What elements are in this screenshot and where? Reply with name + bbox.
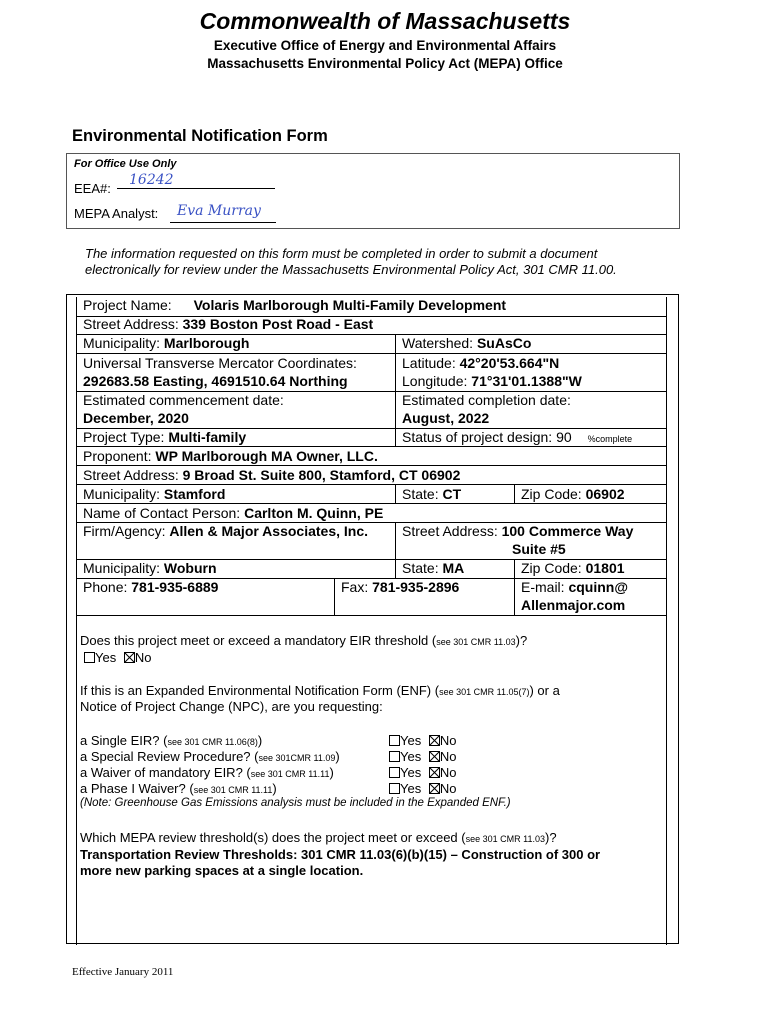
proponent-zip-cell — [521, 486, 625, 502]
contact-zip-cell — [521, 560, 625, 576]
project-type-value[interactable]: Multi-family — [168, 429, 247, 445]
item-text: a Phase I Waiver? ( — [80, 781, 194, 796]
eir-q-close: )? — [515, 633, 528, 648]
firm-value[interactable]: Allen & Major Associates, Inc. — [169, 523, 369, 539]
yes-label: Yes — [400, 765, 422, 780]
single-eir-options — [389, 733, 456, 748]
longitude-cell — [402, 373, 582, 389]
municipality-label: Municipality: — [83, 335, 161, 351]
latitude-cell — [402, 355, 559, 371]
phase-waiver-options — [389, 781, 456, 796]
yes-label: Yes — [400, 781, 422, 796]
email-label: E-mail: — [521, 579, 565, 595]
inner-border-right — [666, 297, 667, 945]
project-name-value[interactable]: Volaris Marlborough Multi-Family Development — [193, 297, 507, 313]
proponent-zip-value[interactable]: 06902 — [585, 486, 625, 502]
project-type-label: Project Type: — [83, 429, 165, 445]
table-border-bottom — [66, 943, 678, 944]
proponent-state-cell — [402, 486, 461, 502]
col-line — [395, 522, 396, 578]
table-border-top — [66, 294, 678, 295]
proponent-street-value[interactable]: 9 Broad St. Suite 800, Stamford, CT 06902 — [182, 467, 461, 483]
status-value[interactable]: 90 — [556, 429, 572, 445]
proponent-street-row — [83, 467, 460, 483]
yes-label: Yes — [400, 749, 422, 764]
threshold-q-ref: see 301 CMR 11.03 — [465, 834, 545, 844]
phone-value[interactable]: 781-935-6889 — [131, 579, 219, 595]
item-ref: see 301 CMR 11.11 — [193, 785, 273, 795]
phase-waiver-no-checkbox[interactable] — [429, 783, 440, 794]
row-line — [76, 615, 666, 616]
single-eir-no-checkbox[interactable] — [429, 735, 440, 746]
row-line — [76, 503, 666, 504]
proponent-zip-label: Zip Code: — [521, 486, 582, 502]
item-text: a Waiver of mandatory EIR? ( — [80, 765, 251, 780]
watershed-label: Watershed: — [402, 335, 474, 351]
phase-waiver-yes-checkbox[interactable] — [389, 783, 400, 794]
request-item-phase-waiver — [80, 781, 277, 796]
proponent-row — [83, 448, 378, 464]
agency-name: Executive Office of Energy and Environmental Affairs — [213, 38, 557, 53]
contact-municipality-label: Municipality: — [83, 560, 161, 576]
email-value[interactable]: cquinn@ — [568, 579, 628, 595]
request-item-single-eir — [80, 733, 262, 748]
contact-municipality-value[interactable]: Woburn — [163, 560, 217, 576]
longitude-value[interactable]: 71°31'01.1388"W — [471, 373, 582, 389]
analyst-underline — [170, 221, 276, 223]
status-label: Status of project design: — [402, 429, 553, 445]
proponent-state-label: State: — [402, 486, 439, 502]
contact-name-row — [83, 505, 383, 521]
utm-label: Universal Transverse Mercator Coordinates: — [83, 355, 357, 371]
latitude-label: Latitude: — [402, 355, 456, 371]
eir-no-checkbox[interactable] — [124, 652, 135, 663]
no-label: No — [439, 733, 457, 748]
col-line — [514, 559, 515, 615]
contact-street-label: Street Address: — [402, 523, 498, 539]
threshold-q-close: )? — [544, 830, 557, 845]
special-review-no-checkbox[interactable] — [429, 751, 440, 762]
proponent-value[interactable]: WP Marlborough MA Owner, LLC. — [155, 448, 378, 464]
municipality-value[interactable]: Marlborough — [163, 335, 250, 351]
row-line — [76, 484, 666, 485]
page-title: Commonwealth of Massachusetts — [199, 8, 571, 34]
item-close: ) — [329, 765, 334, 780]
item-close: ) — [257, 733, 263, 748]
eir-q-ref: see 301 CMR 11.03 — [436, 637, 516, 647]
item-close: ) — [272, 781, 277, 796]
special-review-yes-checkbox[interactable] — [389, 751, 400, 762]
row-line — [76, 353, 666, 354]
project-name-row — [83, 297, 506, 313]
watershed-cell — [402, 335, 531, 351]
threshold-q-text: Which MEPA review threshold(s) does the project meet or exceed ( — [80, 830, 466, 845]
completion-label: Estimated completion date: — [402, 392, 571, 408]
no-label: No — [134, 650, 152, 665]
intro-line-2: electronically for review under the Massachusetts Environmental Policy Act, 301 CMR 11.00. — [85, 262, 617, 277]
col-line — [395, 334, 396, 447]
eea-label: EEA#: — [74, 181, 111, 196]
yes-label: Yes — [95, 650, 117, 665]
yes-label: Yes — [400, 733, 422, 748]
firm-label: Firm/Agency: — [83, 523, 166, 539]
enf-question-line-2: Notice of Project Change (NPC), are you requesting: — [80, 699, 383, 714]
enf-q-ref: see 301 CMR 11.05(7) — [439, 687, 530, 697]
proponent-label: Proponent: — [83, 448, 152, 464]
phone-label: Phone: — [83, 579, 128, 595]
contact-state-value[interactable]: MA — [442, 560, 465, 576]
street-value[interactable]: 339 Boston Post Road - East — [182, 316, 374, 332]
analyst-label: MEPA Analyst: — [74, 206, 159, 221]
special-review-options — [389, 749, 456, 764]
no-label: No — [439, 781, 457, 796]
contact-zip-label: Zip Code: — [521, 560, 582, 576]
intro-line-1: The information requested on this form must be completed in order to submit a document — [85, 246, 598, 261]
inner-border-left — [76, 297, 77, 945]
eea-number-field[interactable]: 16242 — [129, 172, 174, 188]
office-use-heading: For Office Use Only — [74, 158, 177, 170]
email-cell — [521, 579, 628, 595]
table-border-left — [66, 294, 67, 944]
waiver-eir-yes-checkbox[interactable] — [389, 767, 400, 778]
proponent-municipality-cell — [83, 486, 225, 502]
office-use-box — [66, 153, 680, 229]
col-line — [334, 578, 335, 615]
row-line — [76, 446, 666, 447]
latitude-value[interactable]: 42°20'53.664"N — [459, 355, 560, 371]
phone-cell — [83, 579, 218, 595]
proponent-municipality-value[interactable]: Stamford — [163, 486, 226, 502]
threshold-answer-line-2[interactable]: more new parking spaces at a single location. — [80, 863, 364, 878]
firm-cell — [83, 523, 368, 539]
proponent-street-label: Street Address: — [83, 467, 179, 483]
analyst-field[interactable]: Eva Murray — [177, 203, 261, 219]
contact-name-value[interactable]: Carlton M. Quinn, PE — [244, 505, 384, 521]
office-name: Massachusetts Environmental Policy Act (MEPA) Office — [207, 56, 563, 71]
completion-value[interactable]: August, 2022 — [402, 410, 490, 426]
footer-effective-date: Effective January 2011 — [72, 966, 174, 978]
eir-q-text: Does this project meet or exceed a mandatory EIR threshold ( — [80, 633, 437, 648]
no-label: No — [439, 749, 457, 764]
proponent-municipality-label: Municipality: — [83, 486, 161, 502]
request-item-waiver-eir — [80, 765, 334, 780]
request-item-special-review — [80, 749, 340, 764]
project-type-cell — [83, 429, 246, 445]
item-text: a Special Review Procedure? ( — [80, 749, 259, 764]
table-border-right — [678, 294, 679, 944]
item-ref: see 301CMR 11.09 — [258, 753, 336, 763]
col-line — [514, 484, 515, 503]
single-eir-yes-checkbox[interactable] — [389, 735, 400, 746]
street-label: Street Address: — [83, 316, 179, 332]
row-line — [76, 465, 666, 466]
email-value-2[interactable]: Allenmajor.com — [521, 597, 626, 613]
form-title: Environmental Notification Form — [72, 127, 328, 145]
ghg-note: (Note: Greenhouse Gas Emissions analysis must be included in the Expanded ENF.) — [80, 797, 511, 809]
contact-street-value-2[interactable]: Suite #5 — [512, 541, 566, 557]
threshold-answer-line-1[interactable]: Transportation Review Thresholds: 301 CMR 11.03(6)(b)(15) – Construction of 300 or — [80, 847, 601, 862]
item-ref: see 301 CMR 11.11 — [250, 769, 330, 779]
longitude-label: Longitude: — [402, 373, 468, 389]
threshold-question — [80, 830, 557, 845]
utm-value[interactable]: 292683.58 Easting, 4691510.64 Northing — [83, 373, 348, 389]
fax-cell — [341, 579, 459, 595]
contact-municipality-cell — [83, 560, 217, 576]
fax-value[interactable]: 781-935-2896 — [372, 579, 460, 595]
waiver-eir-no-checkbox[interactable] — [429, 767, 440, 778]
street-address-row — [83, 316, 373, 332]
item-text: a Single EIR? ( — [80, 733, 168, 748]
enf-q-text: If this is an Expanded Environmental Notification Form (ENF) ( — [80, 683, 440, 698]
no-label: No — [439, 765, 457, 780]
status-unit: %complete — [587, 434, 633, 444]
status-cell — [402, 429, 632, 445]
watershed-value[interactable]: SuAsCo — [476, 335, 532, 351]
municipality-row — [83, 335, 249, 351]
eir-threshold-answer — [84, 650, 151, 665]
enf-q-close: ) or a — [529, 683, 560, 698]
eir-threshold-question — [80, 633, 527, 648]
contact-name-label: Name of Contact Person: — [83, 505, 241, 521]
enf-question-line-1 — [80, 683, 560, 698]
proponent-state-value[interactable]: CT — [442, 486, 462, 502]
waiver-eir-options — [389, 765, 456, 780]
contact-street-cell — [402, 523, 633, 539]
fax-label: Fax: — [341, 579, 369, 595]
contact-zip-value[interactable]: 01801 — [585, 560, 625, 576]
item-close: ) — [335, 749, 340, 764]
item-ref: see 301 CMR 11.06(8) — [167, 737, 258, 747]
commence-label: Estimated commencement date: — [83, 392, 284, 408]
eir-yes-checkbox[interactable] — [84, 652, 95, 663]
contact-street-value[interactable]: 100 Commerce Way — [501, 523, 634, 539]
contact-state-cell — [402, 560, 464, 576]
col-line — [395, 484, 396, 503]
project-name-label: Project Name: — [83, 297, 172, 313]
contact-state-label: State: — [402, 560, 439, 576]
commence-value[interactable]: December, 2020 — [83, 410, 189, 426]
